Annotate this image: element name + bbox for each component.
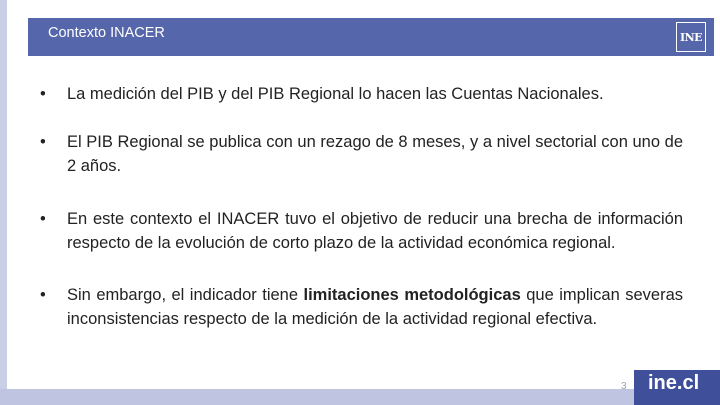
bullet-text-end: que implican severas inconsistencias respecto de la medición de la actividad regional efectiva.	[67, 286, 683, 328]
bullet-marker: •	[40, 133, 46, 151]
bullet-text-start: Sin embargo, el indicador tiene	[67, 286, 304, 304]
page-number: 3	[621, 381, 627, 392]
ine-logo-text: INE	[679, 30, 703, 44]
footer-bar	[0, 389, 720, 405]
bullet-item	[40, 207, 683, 255]
bullet-marker: •	[40, 210, 46, 228]
bullet-text: En este contexto el INACER tuvo el objetivo de reducir una brecha de información respecto de la evolución de corto plazo de la actividad económica regional.	[67, 210, 683, 252]
bullet-list	[40, 82, 683, 331]
ine-cl-logo: ine.cl	[648, 372, 700, 394]
bullet-text-bold: limitaciones metodológicas	[303, 286, 521, 304]
ine-logo-icon	[676, 22, 706, 52]
left-accent-bar	[0, 0, 7, 405]
bullet-text: La medición del PIB y del PIB Regional lo hacen las Cuentas Nacionales.	[67, 85, 604, 103]
slide-header	[28, 18, 714, 56]
bullet-item	[40, 130, 683, 178]
bullet-marker: •	[40, 85, 46, 103]
bullet-item	[40, 82, 683, 106]
bullet-marker: •	[40, 286, 46, 304]
slide-title: Contexto INACER	[48, 25, 165, 41]
bullet-item	[40, 283, 683, 331]
bullet-text: El PIB Regional se publica con un rezago de 8 meses, y a nivel sectorial con uno de 2 años.	[67, 133, 683, 175]
